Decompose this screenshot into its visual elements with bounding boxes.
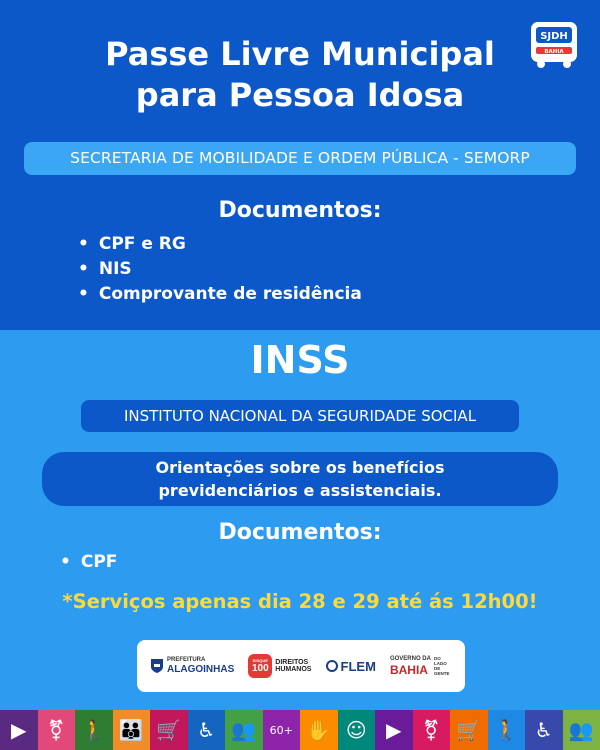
accessibility-icon: ☺ xyxy=(338,710,376,750)
dh-line-1: DIREITOS xyxy=(275,659,309,666)
title-line-2: para Pessoa Idosa xyxy=(135,76,465,114)
page-title xyxy=(0,34,600,116)
gender-icon: ⚧ xyxy=(38,710,76,750)
prefeitura-name: ALAGOINHAS xyxy=(167,664,235,675)
wheelchair-icon-2: ♿ xyxy=(525,710,563,750)
list-item: • CPF e RG xyxy=(78,232,362,257)
prefeitura-logo xyxy=(150,657,234,675)
list-item: • CPF xyxy=(60,550,117,575)
people-icon-2: 👥 xyxy=(563,710,600,750)
pride-flag-icon-2: ▶ xyxy=(375,710,413,750)
pride-flag-icon: ▶ xyxy=(0,710,38,750)
prefeitura-small: PREFEITURA xyxy=(167,657,206,663)
semorp-label: SECRETARIA DE MOBILIDADE E ORDEM PÚBLICA - SEMORP xyxy=(24,142,576,175)
elderly-60-icon: 60+ xyxy=(263,710,301,750)
list-item: • Comprovante de residência xyxy=(78,282,362,307)
governo-small: GOVERNO DA xyxy=(389,655,431,662)
disque-small: DISQUE xyxy=(252,658,268,663)
cart-icon-2: 🛒 xyxy=(450,710,488,750)
icons-strip xyxy=(0,710,600,750)
people-icon: 👥 xyxy=(225,710,263,750)
partners-logos xyxy=(137,640,465,692)
inss-heading: INSS xyxy=(250,338,350,382)
city-seal-icon xyxy=(150,658,164,674)
inss-full-name: INSTITUTO NACIONAL DA SEGURIDADE SOCIAL xyxy=(81,400,519,432)
sjdh-sub: BAHIA xyxy=(544,49,564,55)
list-item: • NIS xyxy=(78,257,362,282)
orientation-line-1: Orientações sobre os benefícios xyxy=(155,458,445,477)
documents-list-2 xyxy=(60,550,117,575)
dh-line-2: HUMANOS xyxy=(275,666,312,673)
disque-100-logo xyxy=(248,654,311,678)
flem-circle-icon xyxy=(326,660,338,672)
documents-heading-2: Documentos: xyxy=(218,520,382,545)
gender-icon-2: ⚧ xyxy=(413,710,451,750)
flem-logo xyxy=(326,659,376,674)
disque-number: 100 xyxy=(251,663,269,674)
blind-person-icon: 🚶 xyxy=(75,710,113,750)
cart-icon: 🛒 xyxy=(150,710,188,750)
services-note: *Serviços apenas dia 28 e 29 até ás 12h00! xyxy=(62,590,538,613)
governo-name: BAHIA xyxy=(389,662,428,677)
person-icon: 🚶 xyxy=(488,710,526,750)
governo-bahia-logo xyxy=(390,656,452,677)
flem-name: FLEM xyxy=(340,658,376,674)
wheelchair-icon: ♿ xyxy=(188,710,226,750)
orientation-line-2: previdenciários e assistenciais. xyxy=(158,481,442,500)
family-icon: 👪 xyxy=(113,710,151,750)
title-line-1: Passe Livre Municipal xyxy=(105,35,495,73)
documents-list-1 xyxy=(78,232,362,307)
inss-orientation xyxy=(42,452,558,506)
hand-icon: ✋ xyxy=(300,710,338,750)
governo-tag: DO LADO DE GENTE xyxy=(433,656,450,676)
sjdh-label: SJDH xyxy=(540,31,568,42)
documents-heading-1: Documentos: xyxy=(218,198,382,223)
